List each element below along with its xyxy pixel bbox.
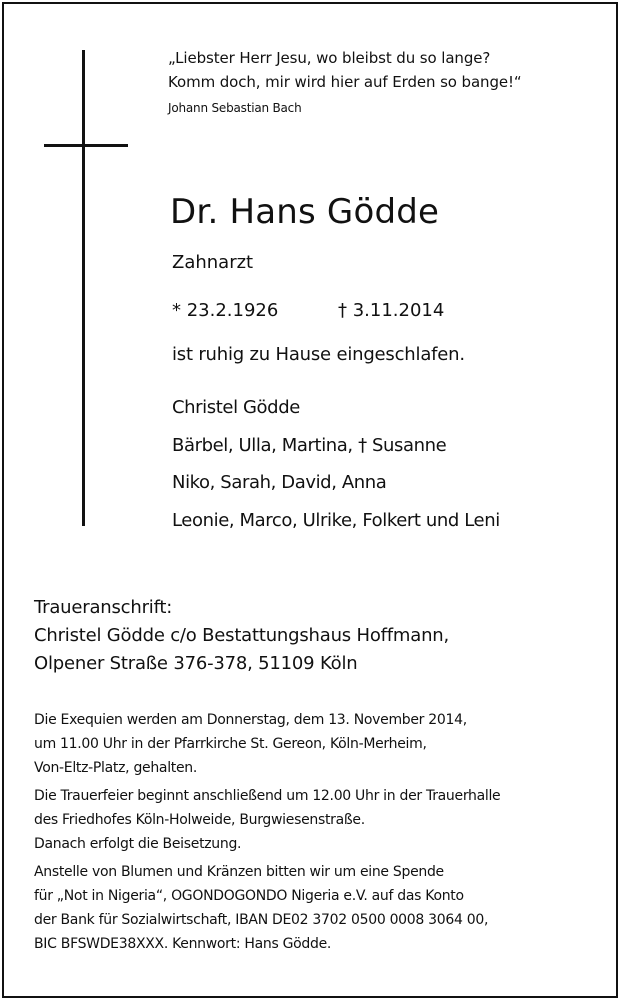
mourner-line: Niko, Sarah, David, Anna	[172, 472, 387, 493]
quote-author: Johann Sebastian Bach	[168, 101, 302, 115]
info-line: für „Not in Nigeria“, OGONDOGONDO Nigeria e.V. auf das Konto	[34, 888, 464, 904]
mourners-list	[172, 389, 592, 539]
address-line: Christel Gödde c/o Bestattungshaus Hoffmann,	[34, 625, 450, 646]
mourner-line: Bärbel, Ulla, Martina, † Susanne	[172, 434, 447, 456]
mourner-line: Leonie, Marco, Ulrike, Folkert und Leni	[172, 509, 500, 531]
info-line: BIC BFSWDE38XXX. Kennwort: Hans Gödde.	[34, 936, 332, 952]
cross-vertical-bar	[82, 50, 85, 526]
info-line: Von-Eltz-Platz, gehalten.	[34, 760, 198, 776]
life-dates	[172, 298, 445, 324]
mourning-address	[34, 594, 594, 678]
info-line: Danach erfolgt die Beisetzung.	[34, 836, 242, 852]
quote-line-2: Komm doch, mir wird hier auf Erden so bange!“	[168, 73, 522, 91]
info-line: um 11.00 Uhr in der Pfarrkirche St. Gereon, Köln-Merheim,	[34, 736, 427, 752]
funeral-info	[34, 708, 594, 960]
death-date: † 3.11.2014	[338, 300, 445, 321]
info-line: der Bank für Sozialwirtschaft, IBAN DE02 3702 0500 0008 3064 00,	[34, 912, 489, 928]
deceased-name: Dr. Hans Gödde	[170, 192, 440, 232]
info-line: Die Trauerfeier beginnt anschließend um 12.00 Uhr in der Trauerhalle	[34, 788, 501, 804]
exequies-paragraph	[34, 708, 594, 780]
info-line: Die Exequien werden am Donnerstag, dem 13. November 2014,	[34, 712, 467, 728]
address-heading: Traueranschrift:	[34, 597, 173, 618]
mourner-line: Christel Gödde	[172, 397, 300, 418]
birth-date: * 23.2.1926	[172, 300, 279, 321]
address-line: Olpener Straße 376-378, 51109 Köln	[34, 653, 358, 674]
quote-line-1: „Liebster Herr Jesu, wo bleibst du so lange?	[168, 49, 491, 67]
cross-horizontal-bar	[44, 144, 128, 147]
info-line: des Friedhofes Köln-Holweide, Burgwiesenstraße.	[34, 812, 365, 828]
quote-block	[168, 46, 588, 118]
donation-paragraph	[34, 860, 594, 956]
deceased-profession: Zahnarzt	[172, 252, 254, 273]
death-statement: ist ruhig zu Hause eingeschlafen.	[172, 344, 465, 365]
ceremony-paragraph	[34, 784, 594, 856]
info-line: Anstelle von Blumen und Kränzen bitten wir um eine Spende	[34, 864, 444, 880]
